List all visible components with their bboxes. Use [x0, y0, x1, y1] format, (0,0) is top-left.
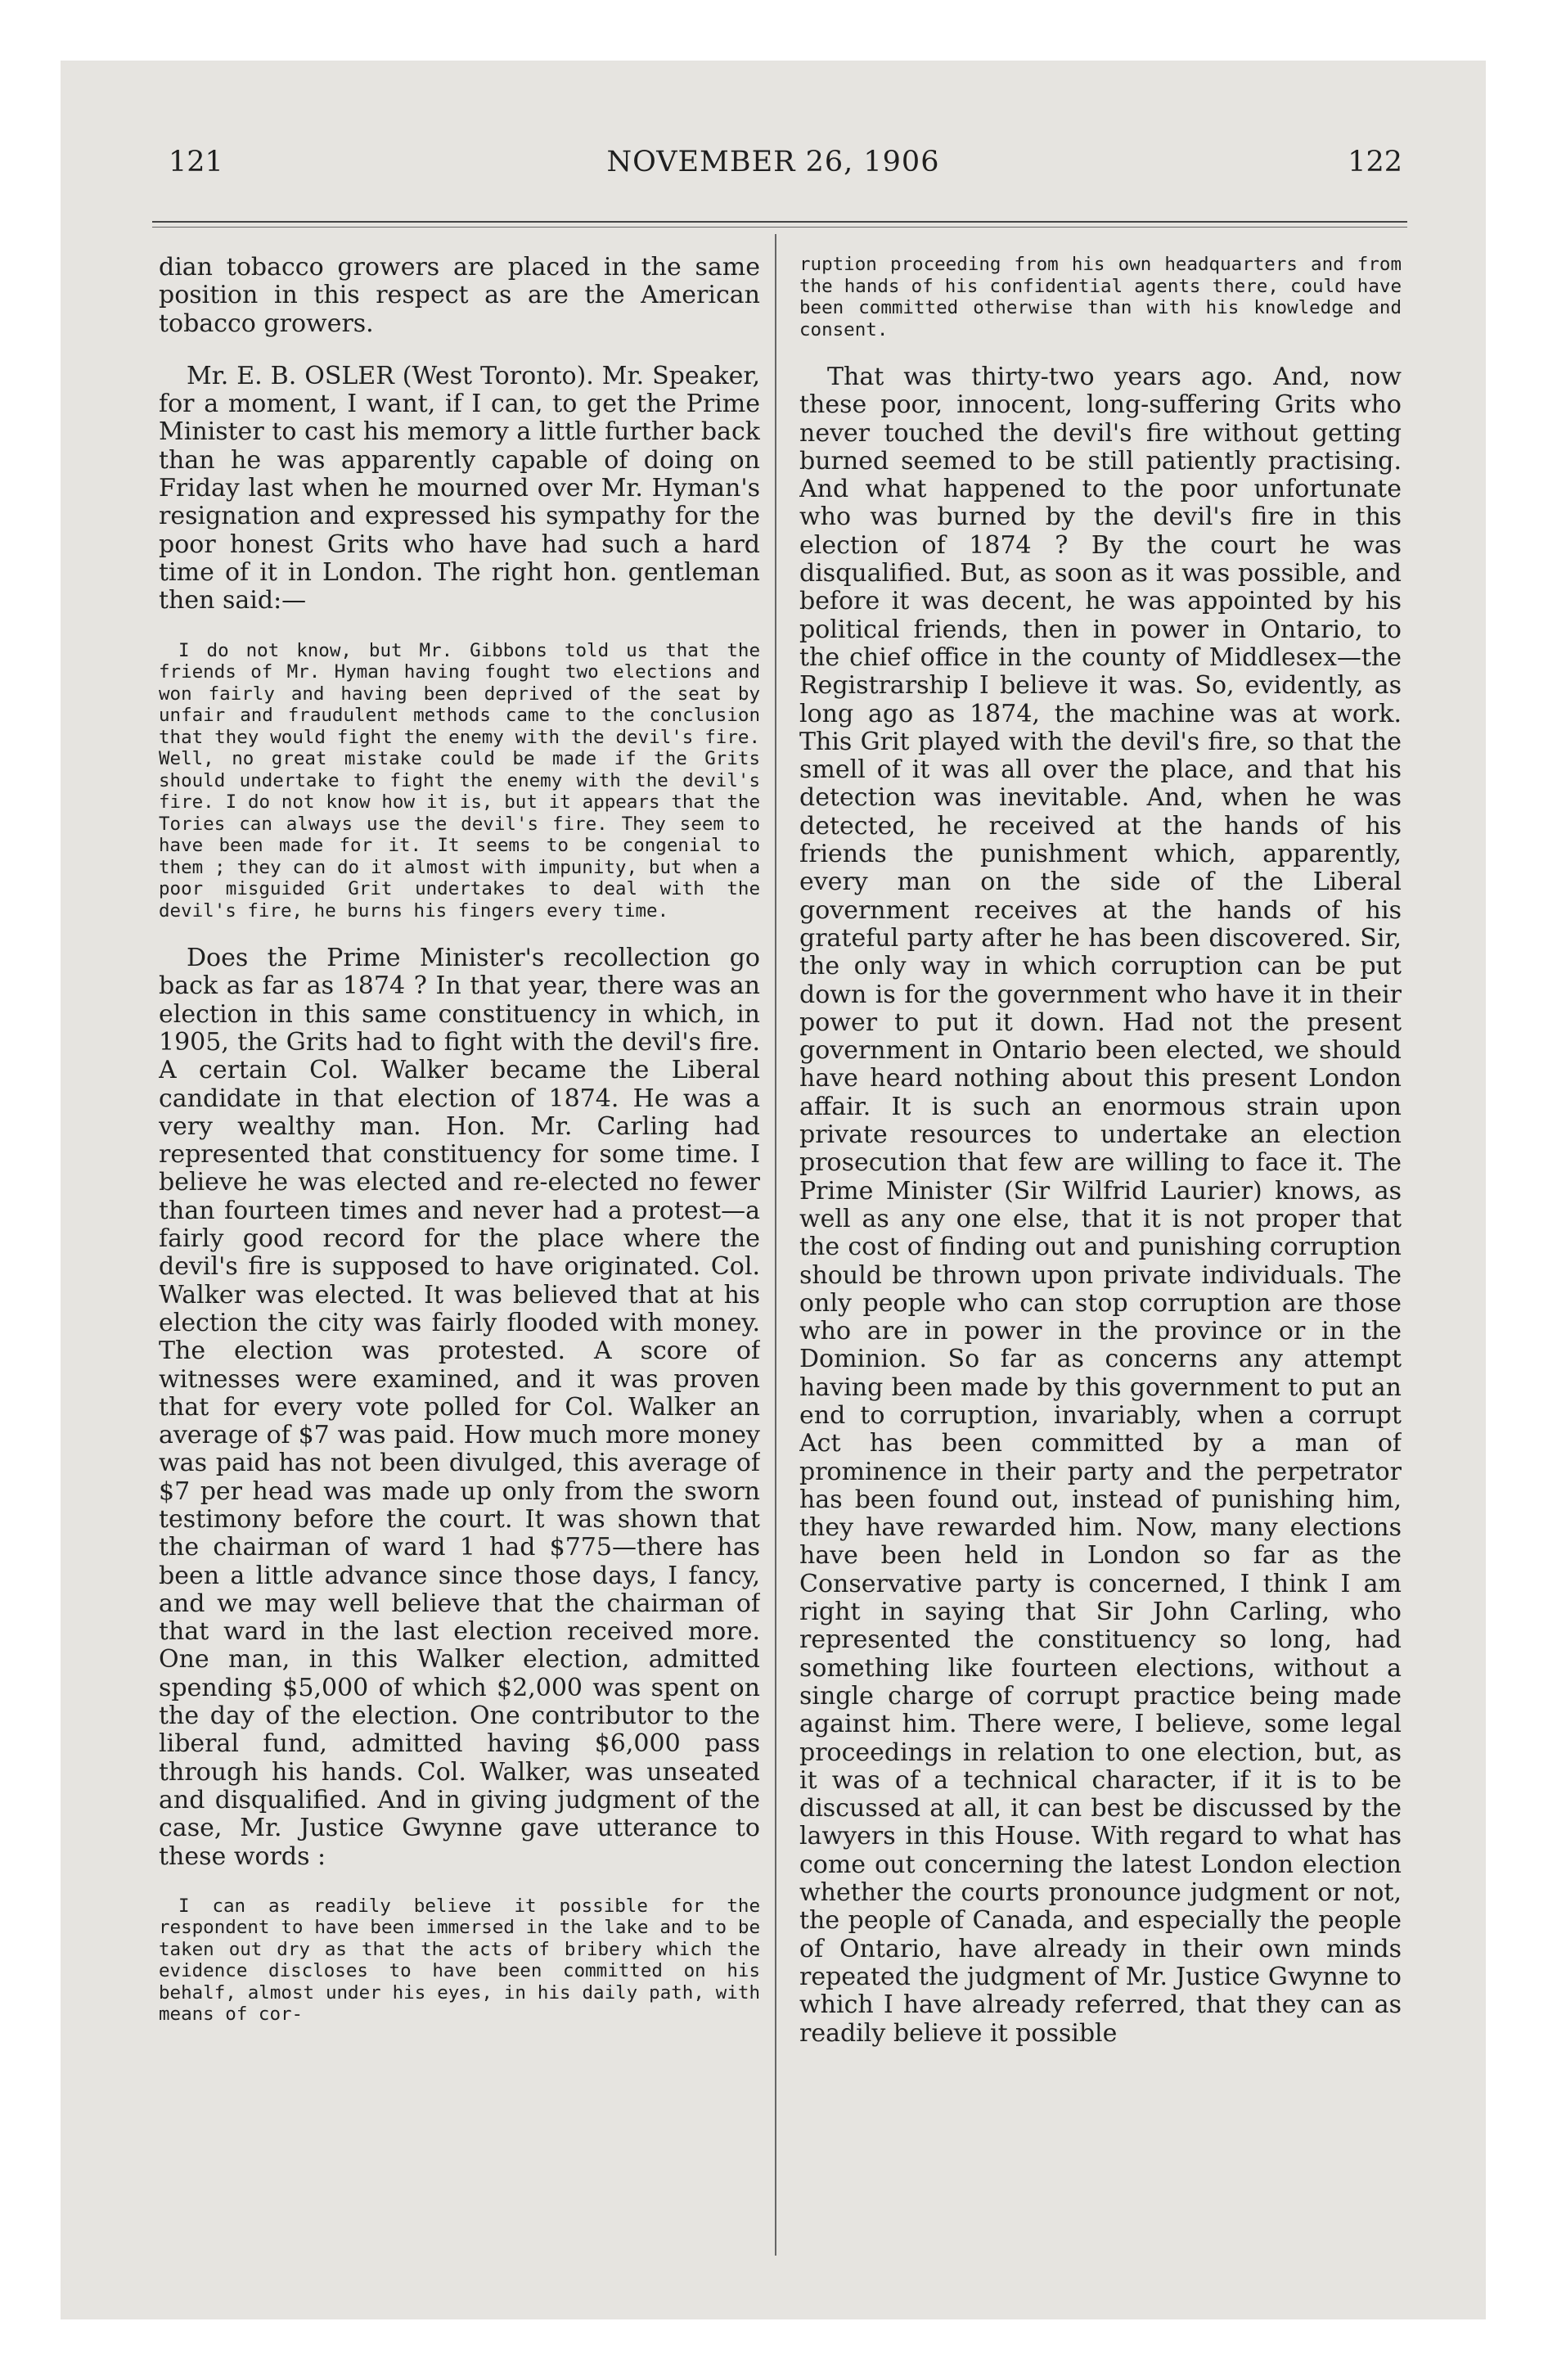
header-rule-thin — [152, 227, 1407, 228]
page-number-right: 122 — [1348, 146, 1402, 178]
right-paragraph-1: That was thirty-two years ago. And, now these poor, innocent, long-suffering Grits who never touched the devil's fire without getting burned seemed to be still patiently practising. And what happened to the poor unfortunate who was burned by the devil's fire in this election of 1874 ? By the court he was disqualified. But, as soon as it was possible, and before it was decent, he was appointed by his political friends, then in power in Ontario, to the chief office in the county of Middlesex—the Registrarship I believe it was. So, evidently, as long ago as 1874, the machine was at work. This Grit played with the devil's fire, so that the smell of it was all over the place, and that his detection was inevitable. And, when he was detected, he received at the hands of his friends the punishment which, apparently, every man on the side of the Liberal government receives at the hands of his grateful party after he has been discovered. Sir, the only way in which corruption can be put down is for the government who have it in their power to put it down. Had not the present government in Ontario been elected, we should have heard nothing about this present London affair. It is such an enormous strain upon private resources to undertake an election prosecution that few are willing to face it. The Prime Minister (Sir Wilfrid Laurier) knows, as well as any one else, that it is not proper that the cost of finding out and punishing corruption should be thrown upon private individuals. The only people who can stop corruption are those who are in power in the province or in the Dominion. So far as concerns any attempt having been made by this government to put an end to corruption, invariably, when a corrupt Act has been committed by a man of prominence in their party and the perpetrator has been found out, instead of punishing him, they have rewarded him. Now, many elections have been held in London so far as the Conservative party is concerned, I think I am right in saying that Sir John Carling, who represented the constituency so long, had something like fourteen elections, without a single charge of corrupt practice being made against him. There were, I believe, some legal proceedings in relation to one election, but, as it was of a technical character, if it is to be discussed at all, it can best be discussed by the lawyers in this House. With regard to what has come out concerning the latest London election whether the courts pronounce judgment or not, the people of Canada, and especially the people of Ontario, have already in their own minds repeated the judgment of Mr. Justice Gwynne to which I have already referred, that they can as readily believe it possible — [799, 363, 1402, 2048]
left-paragraph-1: dian tobacco growers are placed in the same position in this respect as are the American tobacco growers. — [159, 254, 760, 338]
right-quote-continued: ruption proceeding from his own headquarters and from the hands of his confidential agents there, could have been committed otherwise than with his knowledge and consent. — [799, 254, 1402, 340]
left-paragraph-walker: Does the Prime Minister's recollection go back as far as 1874 ? In that year, there was an election in this same constituency in which, in 1905, the Grits had to fight with the devil's fire. A certain Col. Walker became the Liberal candidate in that election of 1874. He was a very wealthy man. Hon. Mr. Carling had represented that constituency for some time. I believe he was elected and re-elected no fewer than fourteen times and never had a protest—a fairly good record for the place where the devil's fire is supposed to have originated. Col. Walker was elected. It was believed that at his election the city was fairly flooded with money. The election was protested. A score of witnesses were examined, and it was proven that for every vote polled for Col. Walker an average of $7 was paid. How much more money was paid has not been divulged, this average of $7 per head was made up only from the sworn testimony before the court. It was shown that the chairman of ward 1 had $775—there has been a little advance since those days, I fancy, and we may well believe that the chairman of that ward in the last election received more. One man, in this Walker election, admitted spending $5,000 of which $2,000 was spent on the day of the election. One contributor to the liberal fund, admitted having $6,000 pass through his hands. Col. Walker, was unseated and disqualified. And in giving judgment of the case, Mr. Justice Gwynne gave utterance to these words : — [159, 944, 760, 1871]
right-column — [799, 254, 1402, 2259]
scanned-page — [61, 61, 1486, 2319]
left-quote-gwynne: I can as readily believe it possible for the respondent to have been immersed in the lake and to be taken out dry as that the acts of bribery which the evidence discloses to have been committed on his behalf, almost under his eyes, in his daily path, with means of cor- — [159, 1895, 760, 2026]
column-divider — [775, 234, 776, 2256]
left-paragraph-osler: Mr. E. B. OSLER (West Toronto). Mr. Speaker, for a moment, I want, if I can, to get the Prime Minister to cast his memory a little further back than he was apparently capable of doing on Friday last when he mourned over Mr. Hyman's resignation and expressed his sympathy for the poor honest Grits who have had such a hard time of it in London. The right hon. gentleman then said:— — [159, 361, 760, 615]
page-header — [61, 146, 1486, 187]
page-title: NOVEMBER 26, 1906 — [606, 146, 940, 178]
header-rule — [152, 221, 1407, 223]
page-number-left: 121 — [169, 146, 223, 178]
left-column — [159, 254, 760, 2259]
left-quote-laurier: I do not know, but Mr. Gibbons told us that the friends of Mr. Hyman having fought two elections and won fairly and having been deprived of the seat by unfair and fraudulent methods came to the conclusion that they would fight the enemy with the devil's fire. Well, no great mistake could be made if the Grits should undertake to fight the enemy with the devil's fire. I do not know how it is, but it appears that the Tories can always use the devil's fire. They seem to have been made for it. It seems to be congenial to them ; they can do it almost with impunity, but when a poor misguided Grit undertakes to deal with the devil's fire, he burns his fingers every time. — [159, 639, 760, 922]
